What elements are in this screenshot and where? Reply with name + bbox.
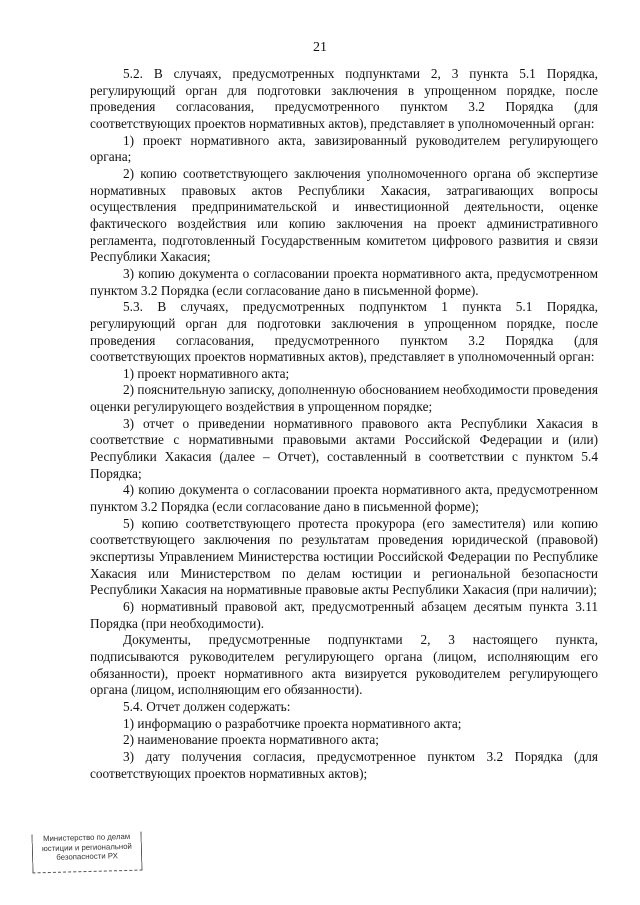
paragraph-5-2: 5.2. В случаях, предусмотренных подпунктами 2, 3 пункта 5.1 Порядка, регулирующий орган для подготовки заключения в упрощенном порядке, после проведения согласования, предусмотренного пунктом 3.2 Порядка (для соответствующих проектов нормативных актов), представляет в уполномоченный орган:: [90, 66, 598, 131]
stamp-line: безопасности РХ: [56, 851, 118, 862]
paragraph-5-3-item-1: 1) проект нормативного акта;: [123, 365, 290, 381]
paragraph-5-2-item-1: 1) проект нормативного акта, завизированный руководителем регулирующего органа;: [90, 132, 598, 165]
stamp-line: Министерство по делам: [42, 831, 131, 844]
paragraph-5-3-item-2: 2) пояснительную записку, дополненную обоснованием необходимости проведения оценки регулирующего воздействия в упрощенном порядке;: [90, 382, 598, 415]
paragraph-5-4-item-1: 1) информацию о разработчике проекта нормативного акта;: [123, 715, 462, 731]
ministry-stamp: [32, 832, 143, 874]
paragraph-5-2-item-3: 3) копию документа о согласовании проекта нормативного акта, предусмотренном пунктом 3.2 Порядка (если согласование дано в письменной форме).: [90, 265, 598, 298]
stamp-line: юстиции и региональной: [41, 841, 132, 853]
paragraph-5-3-item-5: 5) копию соответствующего протеста прокурора (его заместителя) или копию соответствующего заключения по результатам проведения юридической (правовой) экспертизы Управлением Министерства юстиции Российской Федерации по Республике Хакасия или Министерством по делам юстиции и региональной безопасности Республики Хакасия на нормативные правовые акты Республики Хакасия (при наличии);: [90, 515, 598, 598]
paragraph-5-4-item-2: 2) наименование проекта нормативного акта;: [123, 732, 379, 748]
page-number: 21: [313, 40, 327, 55]
paragraph-5-3-item-3: 3) отчет о приведении нормативного правового акта Республики Хакасия в соответствие с нормативными правовыми актами Российской Федерации и (или) Республики Хакасия (далее – Отчет), составленный в соответствии с пунктом 5.4 Порядка;: [90, 415, 598, 481]
document-body: [90, 66, 598, 782]
paragraph-5-2-item-2: 2) копию соответствующего заключения уполномоченного органа об экспертизе нормативных правовых актов Республики Хакасия, затрагивающих вопросы осуществления предпринимательской и инвестиционной деятельности, оценке фактического воздействия или копию заключения на проект административного регламента, подготовленный Государственным комитетом цифрового развития и связи Республики Хакасия;: [90, 165, 598, 265]
paragraph-5-3-item-4: 4) копию документа о согласовании проекта нормативного акта, предусмотренном пунктом 3.2 Порядка (если согласование дано в письменной форме);: [90, 482, 598, 515]
paragraph-5-3-item-6: 6) нормативный правовой акт, предусмотренный абзацем десятым пункта 3.11 Порядка (при необходимости).: [90, 599, 598, 631]
paragraph-5-3: 5.3. В случаях, предусмотренных подпунктом 1 пункта 5.1 Порядка, регулирующий орган для подготовки заключения в упрощенном порядке, после проведения согласования, предусмотренного пунктом 3.2 Порядка (для соответствующих проектов нормативных актов), представляет в уполномоченный орган:: [90, 299, 598, 365]
paragraph-5-4: 5.4. Отчет должен содержать:: [123, 698, 291, 714]
paragraph-5-4-item-3: 3) дату получения согласия, предусмотренное пунктом 3.2 Порядка (для соответствующих проектов нормативных актов);: [90, 748, 598, 781]
paragraph-signing-note: Документы, предусмотренные подпунктами 2, 3 настоящего пункта, подписываются руководителем регулирующего органа (лицом, исполняющим его обязанности), проект нормативного акта визируется руководителем регулирующего органа (лицом, исполняющим его обязанности).: [90, 632, 598, 698]
